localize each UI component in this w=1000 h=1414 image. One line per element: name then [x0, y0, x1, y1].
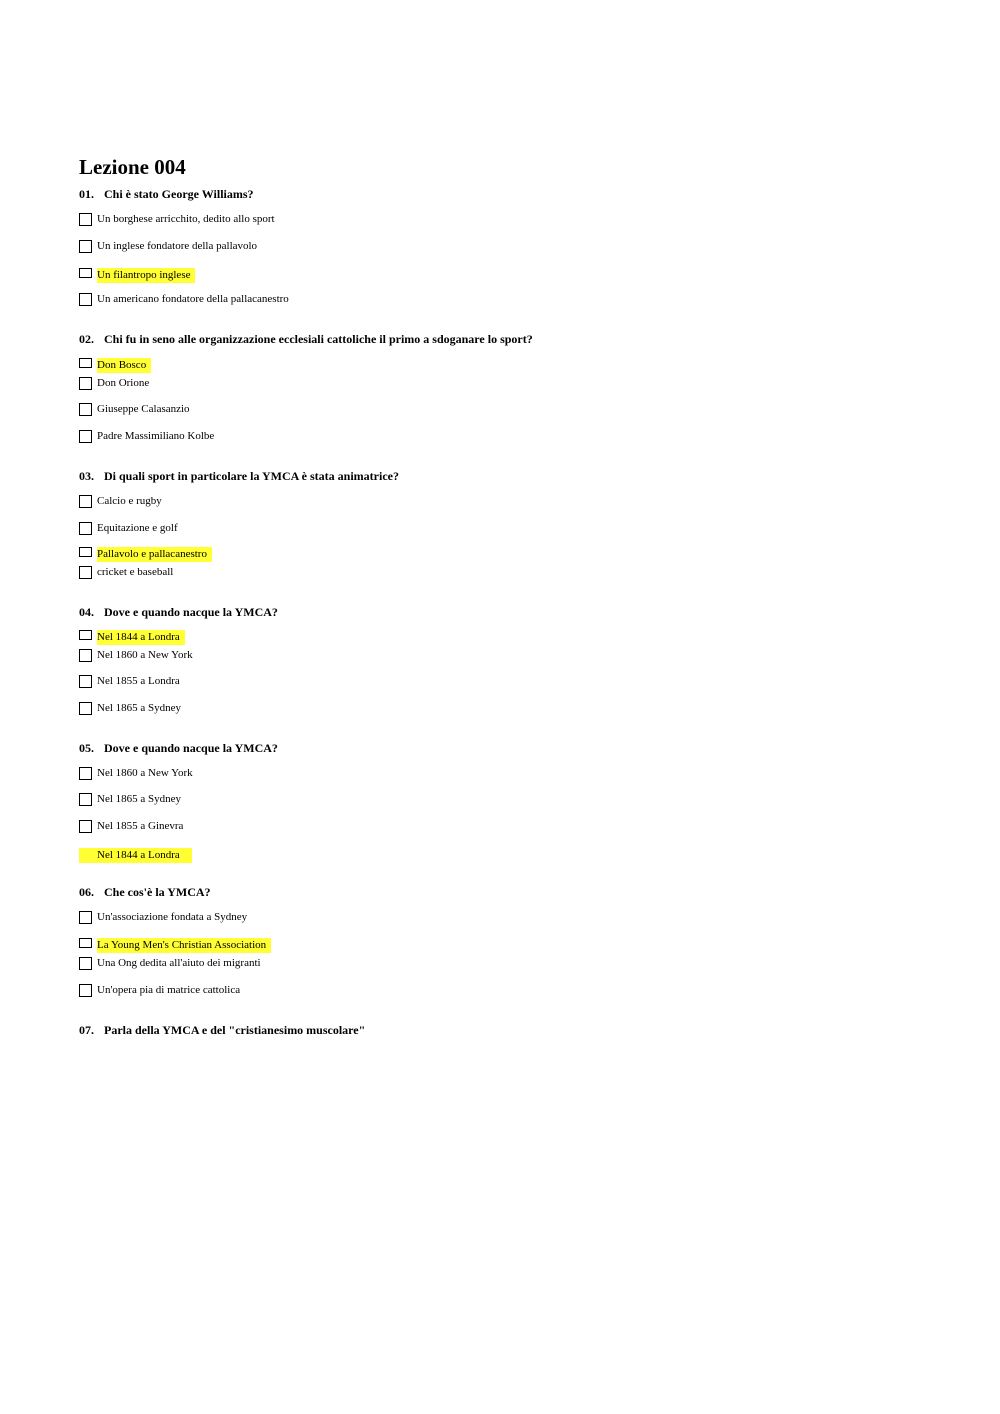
- question-04: [79, 604, 278, 620]
- question-number: 03.: [79, 469, 94, 483]
- answer-label: Un inglese fondatore della pallavolo: [97, 240, 258, 252]
- checkbox[interactable]: [79, 403, 92, 416]
- answer-label: Nel 1865 a Sydney: [97, 702, 182, 714]
- question-number: 06.: [79, 885, 94, 899]
- question-03: [79, 468, 399, 484]
- answer-label: Calcio e rugby: [97, 495, 162, 507]
- answer-label: Un'opera pia di matrice cattolica: [97, 984, 241, 996]
- checkbox[interactable]: [79, 984, 92, 997]
- answer-label: Don Bosco: [97, 358, 151, 373]
- question-text: Dove e quando nacque la YMCA?: [104, 741, 278, 755]
- checkbox[interactable]: [79, 702, 92, 715]
- answer-label: Nel 1865 a Sydney: [97, 793, 182, 805]
- checkbox[interactable]: [79, 911, 92, 924]
- page-title: Lezione 004: [79, 155, 186, 179]
- checkbox[interactable]: [79, 957, 92, 970]
- checkbox[interactable]: [79, 522, 92, 535]
- answer-label: Un borghese arricchito, dedito allo sport: [97, 213, 275, 225]
- question-number: 02.: [79, 332, 94, 346]
- checkbox[interactable]: [79, 430, 92, 443]
- checkbox[interactable]: [79, 566, 92, 579]
- checkbox[interactable]: [79, 675, 92, 688]
- question-text: Dove e quando nacque la YMCA?: [104, 605, 278, 619]
- answer-label: Nel 1844 a Londra: [97, 630, 185, 645]
- answer-label: Un'associazione fondata a Sydney: [97, 911, 248, 923]
- checkbox[interactable]: [79, 793, 92, 806]
- checkbox[interactable]: [79, 293, 92, 306]
- answer-label: Nel 1855 a Ginevra: [97, 820, 184, 832]
- answer-label: Nel 1860 a New York: [97, 649, 193, 661]
- question-07: [79, 1022, 365, 1038]
- answer-label: Nel 1855 a Londra: [97, 675, 180, 687]
- answer-label: Don Orione: [97, 377, 150, 389]
- checkbox[interactable]: [79, 358, 92, 368]
- question-02: [79, 331, 533, 347]
- question-text: Chi è stato George Williams?: [104, 187, 254, 201]
- checkbox[interactable]: [79, 377, 92, 390]
- question-number: 04.: [79, 605, 94, 619]
- answer-label: Giuseppe Calasanzio: [97, 403, 190, 415]
- answer-label: Equitazione e golf: [97, 522, 178, 534]
- answer-label: Pallavolo e pallacanestro: [97, 547, 212, 562]
- checkbox[interactable]: [79, 630, 92, 640]
- checkbox[interactable]: [79, 820, 92, 833]
- question-06: [79, 884, 211, 900]
- answer-label: Una Ong dedita all'aiuto dei migranti: [97, 957, 261, 969]
- question-text: Chi fu in seno alle organizzazione ecclesiali cattoliche il primo a sdoganare lo sport?: [104, 332, 533, 346]
- checkbox[interactable]: [79, 649, 92, 662]
- answer-label: Padre Massimiliano Kolbe: [97, 430, 215, 442]
- checkbox[interactable]: [79, 268, 92, 278]
- answer-label: Un filantropo inglese: [97, 268, 195, 283]
- answer-label: Nel 1860 a New York: [97, 767, 193, 779]
- question-text: Di quali sport in particolare la YMCA è stata animatrice?: [104, 469, 399, 483]
- checkbox[interactable]: [79, 213, 92, 226]
- answer-label: Nel 1844 a Londra: [97, 849, 180, 861]
- checkbox[interactable]: [79, 495, 92, 508]
- question-text: Che cos'è la YMCA?: [104, 885, 211, 899]
- answer-label: Un americano fondatore della pallacanestro: [97, 293, 289, 305]
- checkbox[interactable]: [79, 240, 92, 253]
- question-01: [79, 186, 254, 202]
- answer-label: cricket e baseball: [97, 566, 174, 578]
- question-number: 01.: [79, 187, 94, 201]
- question-05: [79, 740, 278, 756]
- checkbox[interactable]: [79, 767, 92, 780]
- answer-label: La Young Men's Christian Association: [97, 938, 271, 953]
- question-number: 07.: [79, 1023, 94, 1037]
- checkbox[interactable]: [79, 547, 92, 557]
- question-number: 05.: [79, 741, 94, 755]
- question-text: Parla della YMCA e del "cristianesimo muscolare": [104, 1023, 366, 1037]
- checkbox[interactable]: [79, 938, 92, 948]
